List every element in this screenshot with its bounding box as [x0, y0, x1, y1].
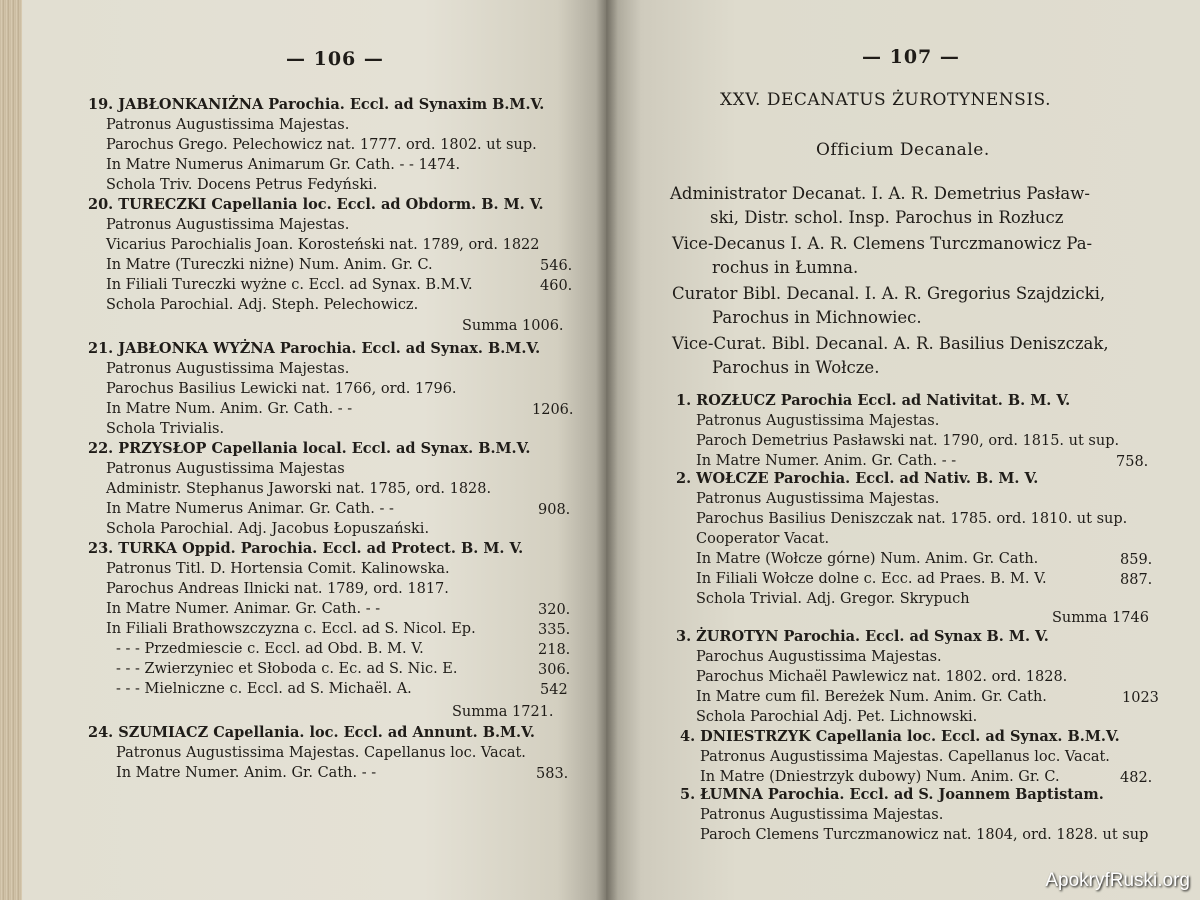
text-line: In Matre Num. Anim. Gr. Cath. - -: [106, 401, 353, 417]
watermark: ApokryfRuski.org: [1045, 870, 1190, 891]
text-line: Schola Parochial. Adj. Steph. Pelechowicz.: [106, 297, 419, 313]
text-line: In Matre (Tureczki niżne) Num. Anim. Gr. C.: [106, 257, 433, 273]
text-line: 19. JABŁONKANIŻNA Parochia. Eccl. ad Synaxim B.M.V.: [88, 96, 545, 113]
text-line: - - - Zwierzyniec et Słoboda c. Ec. ad S. Nic. E.: [116, 661, 458, 677]
number-entry: 1206.: [532, 402, 574, 418]
book-gutter: [596, 0, 618, 900]
text-line: Schola Parochial Adj. Pet. Lichnowski.: [696, 709, 978, 725]
page-number-right: — 107 —: [862, 46, 960, 68]
text-line: In Matre Numerus Animarum Gr. Cath. - - 1474.: [106, 157, 461, 173]
number-entry: 546.: [540, 258, 573, 274]
text-line: In Matre cum fil. Bereżek Num. Anim. Gr. Cath.: [696, 689, 1047, 705]
officium-line: Parochus in Michnowiec.: [712, 308, 922, 327]
number-entry: 320.: [538, 602, 571, 618]
number-entry: 758.: [1116, 454, 1149, 470]
officium-heading: Officium Decanale.: [816, 140, 990, 160]
text-line: Patronus Titl. D. Hortensia Comit. Kalinowska.: [106, 561, 450, 577]
number-entry: 583.: [536, 766, 569, 782]
number-entry: Summa 1721.: [452, 704, 554, 720]
text-line: Patronus Augustissima Majestas: [106, 461, 345, 477]
text-line: In Filiali Brathowszczyzna c. Eccl. ad S. Nicol. Ep.: [106, 621, 476, 637]
number-entry: Summa 1746: [1052, 610, 1149, 626]
decanatus-heading: XXV. DECANATUS ŻUROTYNENSIS.: [720, 90, 1051, 110]
number-entry: 482.: [1120, 770, 1153, 786]
text-line: In Filiali Wołcze dolne c. Ecc. ad Praes. B. M. V.: [696, 571, 1047, 587]
text-line: 23. TURKA Oppid. Parochia. Eccl. ad Protect. B. M. V.: [88, 540, 524, 557]
number-entry: 859.: [1120, 552, 1153, 568]
text-line: Parochus Basilius Deniszczak nat. 1785. ord. 1810. ut sup.: [696, 511, 1128, 527]
number-entry: 218.: [538, 642, 571, 658]
officium-line: Administrator Decanat. I. A. R. Demetrius Pasław-: [670, 184, 1090, 203]
text-line: - - - Przedmiescie c. Eccl. ad Obd. B. M. V.: [116, 641, 424, 657]
text-line: Patronus Augustissima Majestas.: [696, 491, 940, 507]
text-line: 20. TURECZKI Capellania loc. Eccl. ad Obdorm. B. M. V.: [88, 196, 544, 213]
text-line: In Matre Numer. Anim. Gr. Cath. - -: [696, 453, 957, 469]
number-entry: 306.: [538, 662, 571, 678]
number-entry: 460.: [540, 278, 573, 294]
text-line: Schola Triv. Docens Petrus Fedyński.: [106, 177, 378, 193]
text-line: Cooperator Vacat.: [696, 531, 830, 547]
number-entry: 335.: [538, 622, 571, 638]
text-line: 24. SZUMIACZ Capellania. loc. Eccl. ad Annunt. B.M.V.: [88, 724, 535, 741]
text-line: 3. ŻUROTYN Parochia. Eccl. ad Synax B. M. V.: [676, 628, 1049, 645]
text-line: Schola Parochial. Adj. Jacobus Łopuszański.: [106, 521, 430, 537]
officium-line: Vice-Curat. Bibl. Decanal. A. R. Basilius Deniszczak,: [672, 334, 1109, 353]
text-line: Patronus Augustissima Majestas.: [106, 217, 350, 233]
text-line: 1. ROZŁUCZ Parochia Eccl. ad Nativitat. B. M. V.: [676, 392, 1071, 409]
text-line: In Matre Numerus Animar. Gr. Cath. - -: [106, 501, 394, 517]
text-line: Parochus Andreas Ilnicki nat. 1789, ord. 1817.: [106, 581, 449, 597]
text-line: - - - Mielniczne c. Eccl. ad S. Michaël. A.: [116, 681, 412, 697]
right-page: [606, 0, 1200, 900]
text-line: Patronus Augustissima Majestas. Capellanus loc. Vacat.: [700, 749, 1110, 765]
page-number-left: — 106 —: [286, 48, 384, 70]
officium-line: Parochus in Wołcze.: [712, 358, 880, 377]
text-line: Patronus Augustissima Majestas.: [106, 117, 350, 133]
text-line: In Filiali Tureczki wyżne c. Eccl. ad Synax. B.M.V.: [106, 277, 473, 293]
text-line: Administr. Stephanus Jaworski nat. 1785, ord. 1828.: [106, 481, 492, 497]
number-entry: 542: [540, 682, 568, 698]
text-line: Parochus Michaël Pawlewicz nat. 1802. ord. 1828.: [696, 669, 1068, 685]
text-line: In Matre Numer. Animar. Gr. Cath. - -: [106, 601, 381, 617]
officium-line: ski, Distr. schol. Insp. Parochus in Rozłucz: [710, 208, 1064, 227]
text-line: Patronus Augustissima Majestas. Capellanus loc. Vacat.: [116, 745, 526, 761]
officium-line: rochus in Łumna.: [712, 258, 859, 277]
text-line: In Matre (Wołcze górne) Num. Anim. Gr. Cath.: [696, 551, 1039, 567]
text-line: 2. WOŁCZE Parochia. Eccl. ad Nativ. B. M. V.: [676, 470, 1039, 487]
text-line: Parochus Basilius Lewicki nat. 1766, ord. 1796.: [106, 381, 457, 397]
text-line: Paroch Demetrius Pasławski nat. 1790, ord. 1815. ut sup.: [696, 433, 1120, 449]
text-line: Patronus Augustissima Majestas.: [700, 807, 944, 823]
text-line: Parochus Augustissima Majestas.: [696, 649, 942, 665]
number-entry: 908.: [538, 502, 571, 518]
text-line: 4. DNIESTRZYK Capellania loc. Eccl. ad Synax. B.M.V.: [680, 728, 1120, 745]
text-line: Schola Trivialis.: [106, 421, 225, 437]
number-entry: 887.: [1120, 572, 1153, 588]
text-line: Patronus Augustissima Majestas.: [106, 361, 350, 377]
text-line: Parochus Grego. Pelechowicz nat. 1777. ord. 1802. ut sup.: [106, 137, 537, 153]
text-line: 5. ŁUMNA Parochia. Eccl. ad S. Joannem Baptistam.: [680, 786, 1104, 803]
text-line: 22. PRZYSŁOP Capellania local. Eccl. ad Synax. B.M.V.: [88, 440, 531, 457]
text-line: Vicarius Parochialis Joan. Korosteński nat. 1789, ord. 1822: [106, 237, 540, 253]
number-entry: 1023: [1122, 690, 1159, 706]
text-line: 21. JABŁONKA WYŻNA Parochia. Eccl. ad Synax. B.M.V.: [88, 340, 541, 357]
text-line: Paroch Clemens Turczmanowicz nat. 1804, ord. 1828. ut sup: [700, 827, 1149, 843]
officium-line: Vice-Decanus I. A. R. Clemens Turczmanowicz Pa-: [672, 234, 1093, 253]
text-line: In Matre Numer. Anim. Gr. Cath. - -: [116, 765, 377, 781]
text-line: Patronus Augustissima Majestas.: [696, 413, 940, 429]
page-edges: [0, 0, 22, 900]
text-line: Schola Trivial. Adj. Gregor. Skrypuch: [696, 591, 970, 607]
officium-line: Curator Bibl. Decanal. I. A. R. Gregorius Szajdzicki,: [672, 284, 1106, 303]
number-entry: Summa 1006.: [462, 318, 564, 334]
text-line: In Matre (Dniestrzyk dubowy) Num. Anim. Gr. C.: [700, 769, 1060, 785]
